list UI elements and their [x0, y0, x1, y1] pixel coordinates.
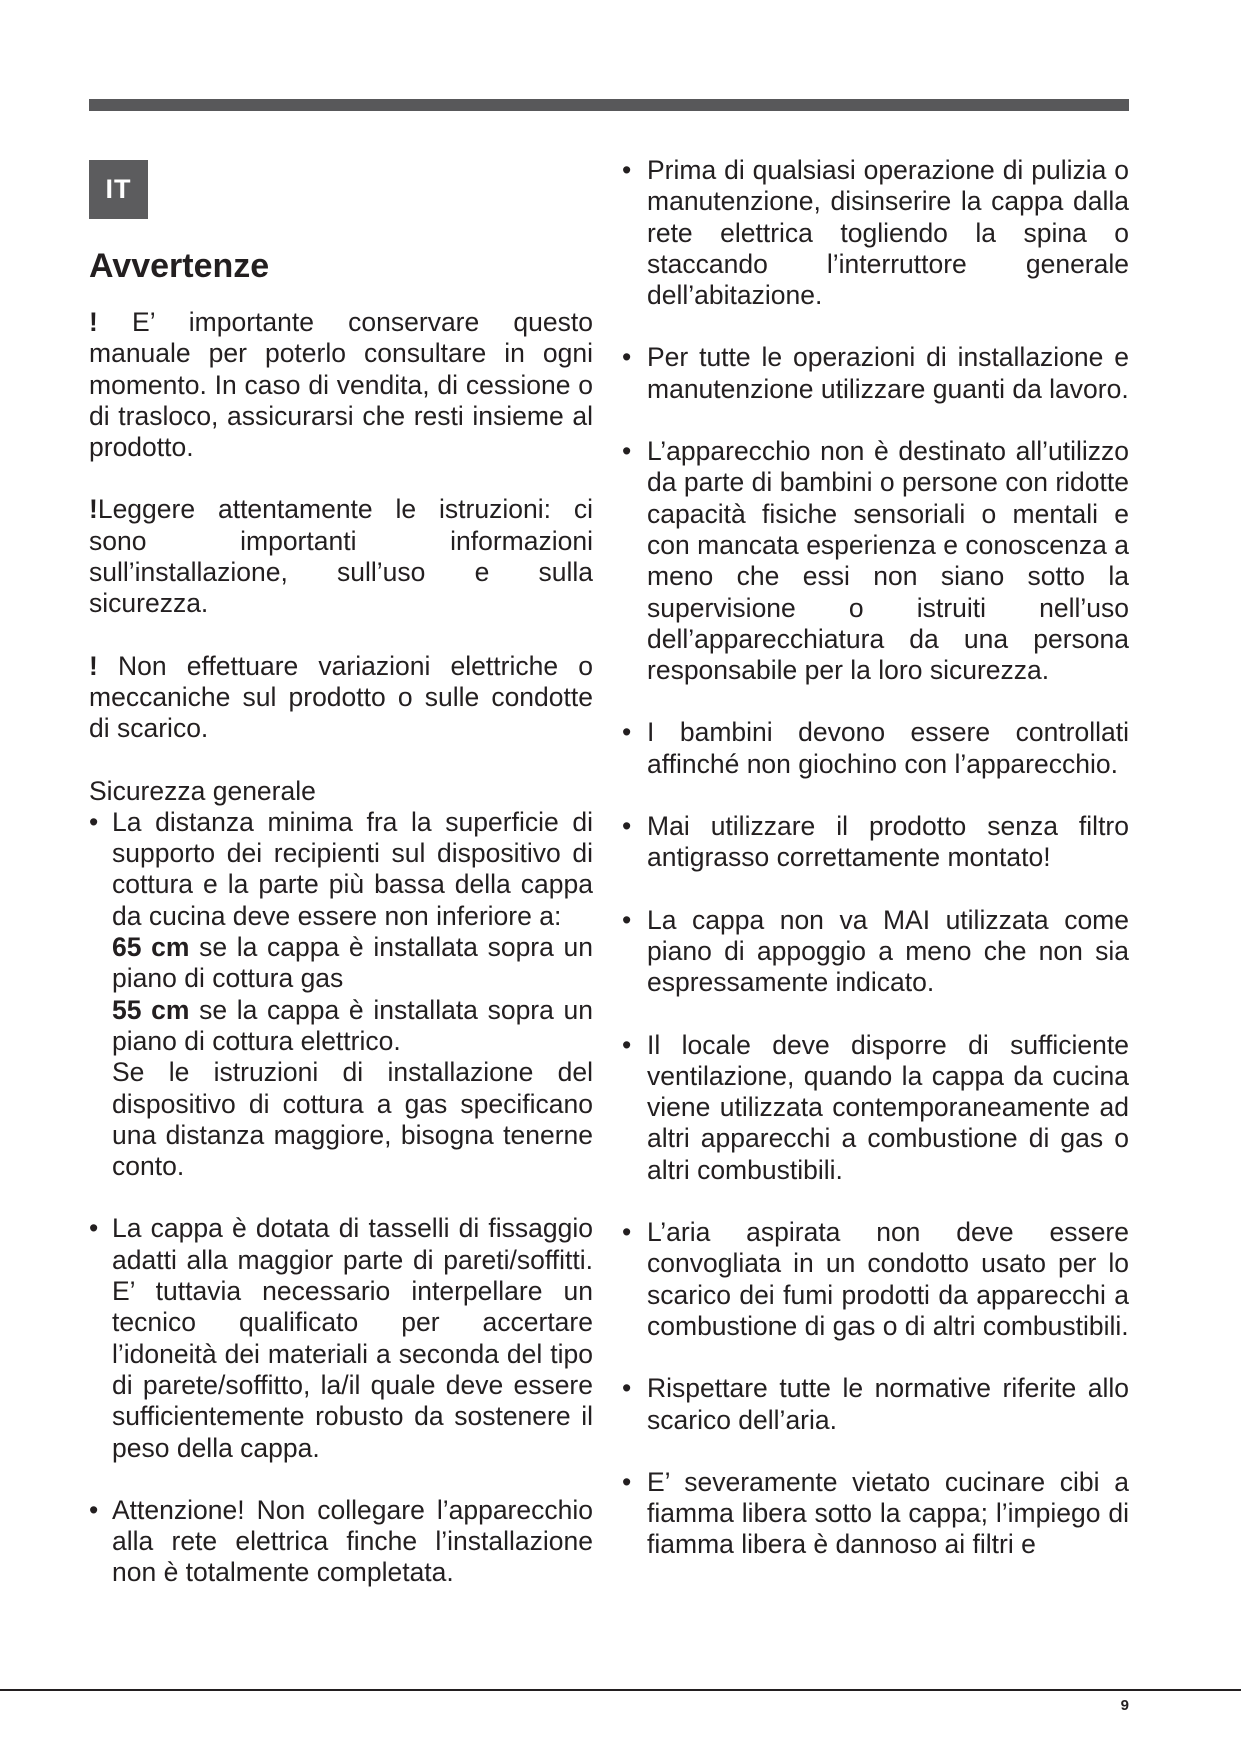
warning-text: Non effettuare variazioni elettriche o meccaniche sul prodotto o sulle condotte di scarico. — [89, 650, 593, 744]
warning-icon: ! — [89, 307, 98, 337]
distance-gas-line — [112, 932, 593, 995]
distance-note: Se le istruzioni di installazione del dispositivo di cottura a gas specificano una distanza maggiore, bisogna tenerne conto. — [112, 1057, 593, 1182]
list-item: • La cappa è dotata di tasselli di fissaggio adatti alla maggior parte di pareti/soffitti. E’ tuttavia necessario interpellare un tecnico qualificato per accertare l’idoneità dei materiali a seconda del tipo di parete/soffitto, la/il quale deve essere sufficientemente robusto da sostenere il peso della cappa. — [89, 1213, 593, 1463]
list-item: • E’ severamente vietato cucinare cibi a fiamma libera sotto la cappa; l’impiego di fiamma libera è dannoso ai filtri e — [622, 1467, 1129, 1561]
list-item: • L’aria aspirata non deve essere convogliata in un condotto usato per lo scarico dei fumi prodotti da apparecchi a combustione di gas o di altri combustibili. — [622, 1217, 1129, 1342]
distance-gas-value: 65 cm — [112, 932, 190, 963]
page-title: Avvertenze — [89, 247, 270, 285]
warning-text: Leggere attentamente le istruzioni: ci sono importanti informazioni sull’installazione, sull’uso e sulla sicurezza. — [89, 494, 593, 619]
list-item: • La cappa non va MAI utilizzata come piano di appoggio a meno che non sia espressamente indicato. — [622, 905, 1129, 999]
list-item — [89, 807, 593, 1183]
right-column — [622, 155, 1129, 1561]
list-item: • I bambini devono essere controllati affinché non giochino con l’apparecchio. — [622, 717, 1129, 780]
distance-gas-text: se la cappa è installata sopra un piano di cottura gas — [112, 932, 594, 994]
safety-list-right — [622, 155, 1129, 1561]
distance-electric-value: 55 cm — [112, 994, 190, 1025]
language-badge: IT — [89, 160, 148, 219]
list-item: • Per tutte le operazioni di installazione e manutenzione utilizzare guanti da lavoro. — [622, 342, 1129, 405]
list-item: • Prima di qualsiasi operazione di pulizia o manutenzione, disinserire la cappa dalla rete elettrica togliendo la spina o staccando l’interruttore generale dell’abitazione. — [622, 155, 1129, 311]
section-heading: Sicurezza generale — [89, 775, 316, 806]
distance-electric-line — [112, 995, 593, 1058]
warning-paragraph — [89, 307, 593, 463]
safety-list-left — [89, 807, 593, 1589]
warning-text: E’ importante conservare questo manuale per poterlo consultare in ogni momento. In caso di vendita, di cessione o di trasloco, assicurarsi che resti insieme al prodotto. — [89, 307, 593, 463]
list-item: • Rispettare tutte le normative riferite allo scarico dell’aria. — [622, 1373, 1129, 1436]
list-item: • L’apparecchio non è destinato all’utilizzo da parte di bambini o persone con ridotte capacità fisiche sensoriali o mentali e con mancata esperienza e conoscenza a meno che essi non siano sotto la supervisione o istruiti nell’uso dell’apparecchiatura da una persona responsabile per la loro sicurezza. — [622, 436, 1129, 686]
footer-rule — [0, 1689, 1241, 1691]
left-column — [89, 307, 593, 1620]
page-number: 9 — [1120, 1697, 1129, 1714]
distance-electric-text: se la cappa è installata sopra un piano di cottura elettrico. — [112, 994, 594, 1056]
list-item: • Mai utilizzare il prodotto senza filtro antigrasso correttamente montato! — [622, 811, 1129, 874]
distance-intro: • La distanza minima fra la superficie di supporto dei recipienti sul dispositivo di cottura e la parte più bassa della cappa da cucina deve essere non inferiore a: — [112, 806, 593, 931]
warning-paragraph — [89, 651, 593, 745]
warning-icon: ! — [89, 494, 98, 525]
list-item: • Il locale deve disporre di sufficiente ventilazione, quando la cappa da cucina viene utilizzata contemporaneamente ad altri apparecchi a combustione di gas o altri combustibili. — [622, 1030, 1129, 1186]
list-item: • Attenzione! Non collegare l’apparecchio alla rete elettrica finche l’installazione non è totalmente completata. — [89, 1495, 593, 1589]
warning-paragraph — [89, 494, 593, 619]
header-rule — [89, 99, 1129, 111]
warning-icon: ! — [89, 650, 98, 681]
